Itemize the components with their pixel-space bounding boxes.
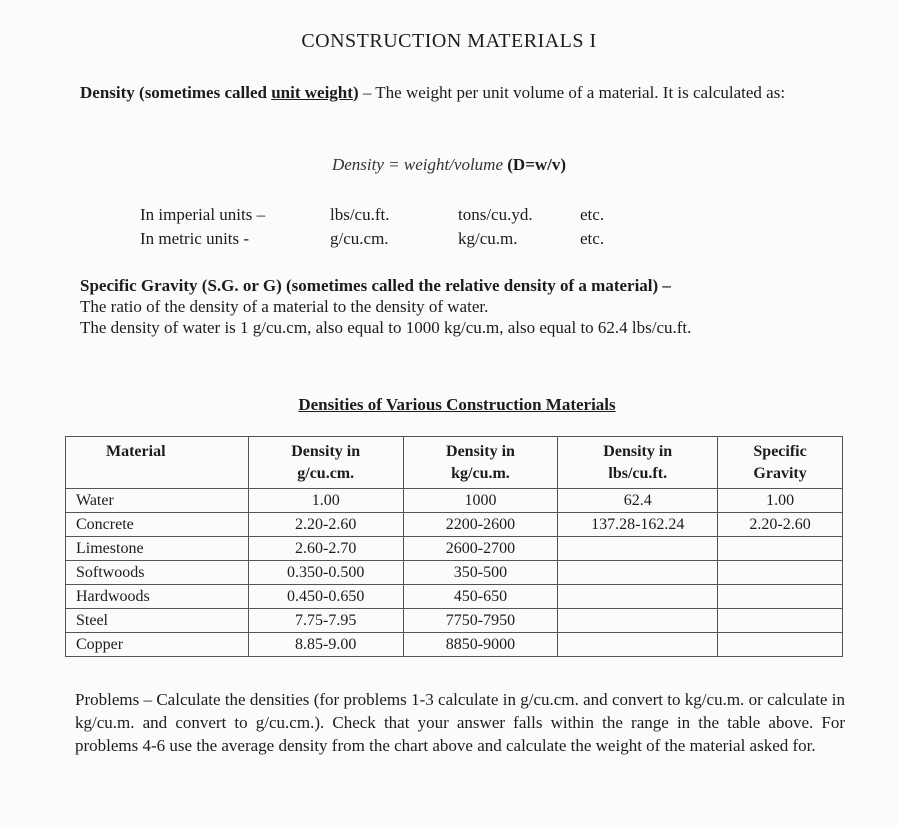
table-cell: 1.00 xyxy=(718,489,843,513)
material-name: Hardwoods xyxy=(66,585,249,609)
material-name: Concrete xyxy=(66,513,249,537)
table-cell: 1.00 xyxy=(248,489,403,513)
table-cell xyxy=(718,537,843,561)
material-name: Copper xyxy=(66,633,249,657)
table-header-row xyxy=(66,437,843,489)
metric-units-row xyxy=(140,227,660,251)
table-title: Densities of Various Construction Materials xyxy=(298,395,616,414)
table-row xyxy=(66,585,843,609)
table-cell: 2600-2700 xyxy=(403,537,558,561)
densities-table xyxy=(65,436,843,657)
column-header: Density in lbs/cu.ft. xyxy=(558,437,718,489)
unit-value: kg/cu.m. xyxy=(458,229,518,248)
specific-gravity-line: The density of water is 1 g/cu.cm, also equal to 1000 kg/cu.m, also equal to 62.4 lbs/cu.ft. xyxy=(80,318,692,337)
units-label: In metric units - xyxy=(140,229,250,248)
problems-paragraph: Problems – Calculate the densities (for problems 1-3 calculate in g/cu.cm. and convert to kg/cu.m. or calculate in kg/cu.m. and convert to g/cu.cm.). Check that your answer falls within the range in the table above. For problems 4-6 use the average density from the chart above and calculate the weight of the material asked for. xyxy=(75,690,845,755)
table-cell: 8850-9000 xyxy=(403,633,558,657)
table-cell xyxy=(558,561,718,585)
table-cell xyxy=(558,609,718,633)
table-cell: 7.75-7.95 xyxy=(248,609,403,633)
unit-value: lbs/cu.ft. xyxy=(330,205,390,224)
table-cell xyxy=(718,561,843,585)
table-cell: 7750-7950 xyxy=(403,609,558,633)
table-row xyxy=(66,561,843,585)
table-cell: 2.20-2.60 xyxy=(718,513,843,537)
specific-gravity-definition xyxy=(80,275,860,338)
table-cell: 350-500 xyxy=(403,561,558,585)
table-cell xyxy=(718,633,843,657)
unit-weight-term: unit weight xyxy=(271,83,353,102)
table-row xyxy=(66,537,843,561)
table-cell: 137.28-162.24 xyxy=(558,513,718,537)
table-cell xyxy=(558,585,718,609)
table-cell: 0.450-0.650 xyxy=(248,585,403,609)
material-name: Softwoods xyxy=(66,561,249,585)
table-cell xyxy=(718,609,843,633)
table-cell: 2.20-2.60 xyxy=(248,513,403,537)
table-cell: 0.350-0.500 xyxy=(248,561,403,585)
units-label: In imperial units – xyxy=(140,205,266,224)
specific-gravity-heading: Specific Gravity (S.G. or G) (sometimes called the relative density of a material) – xyxy=(80,276,671,295)
column-header: Density in g/cu.cm. xyxy=(248,437,403,489)
density-heading: Density (sometimes called xyxy=(80,83,272,102)
table-cell xyxy=(558,537,718,561)
density-formula xyxy=(0,155,898,175)
material-name: Limestone xyxy=(66,537,249,561)
material-name: Steel xyxy=(66,609,249,633)
table-cell: 1000 xyxy=(403,489,558,513)
table-cell xyxy=(558,633,718,657)
table-cell: 2.60-2.70 xyxy=(248,537,403,561)
density-text: – The weight per unit volume of a material. It is calculated as: xyxy=(358,83,786,102)
units-list xyxy=(140,203,660,251)
column-header: Specific Gravity xyxy=(718,437,843,489)
column-header: Density in kg/cu.m. xyxy=(403,437,558,489)
unit-value: g/cu.cm. xyxy=(330,229,389,248)
table-cell: 2200-2600 xyxy=(403,513,558,537)
density-heading-end: ) xyxy=(352,83,359,102)
unit-value: tons/cu.yd. xyxy=(458,205,533,224)
unit-value: etc. xyxy=(580,205,605,224)
imperial-units-row xyxy=(140,203,660,227)
table-cell: 8.85-9.00 xyxy=(248,633,403,657)
density-definition xyxy=(80,82,840,103)
unit-value: etc. xyxy=(580,229,605,248)
column-header: Material xyxy=(66,437,249,489)
table-row xyxy=(66,633,843,657)
page-title: CONSTRUCTION MATERIALS I xyxy=(301,30,597,52)
specific-gravity-line: The ratio of the density of a material to the density of water. xyxy=(80,297,489,316)
table-row xyxy=(66,489,843,513)
formula-symbols: (D=w/v) xyxy=(503,155,567,174)
table-row xyxy=(66,513,843,537)
material-name: Water xyxy=(66,489,249,513)
table-row xyxy=(66,609,843,633)
table-cell xyxy=(718,585,843,609)
formula-words: Density = weight/volume xyxy=(331,155,503,174)
table-cell: 450-650 xyxy=(403,585,558,609)
table-cell: 62.4 xyxy=(558,489,718,513)
